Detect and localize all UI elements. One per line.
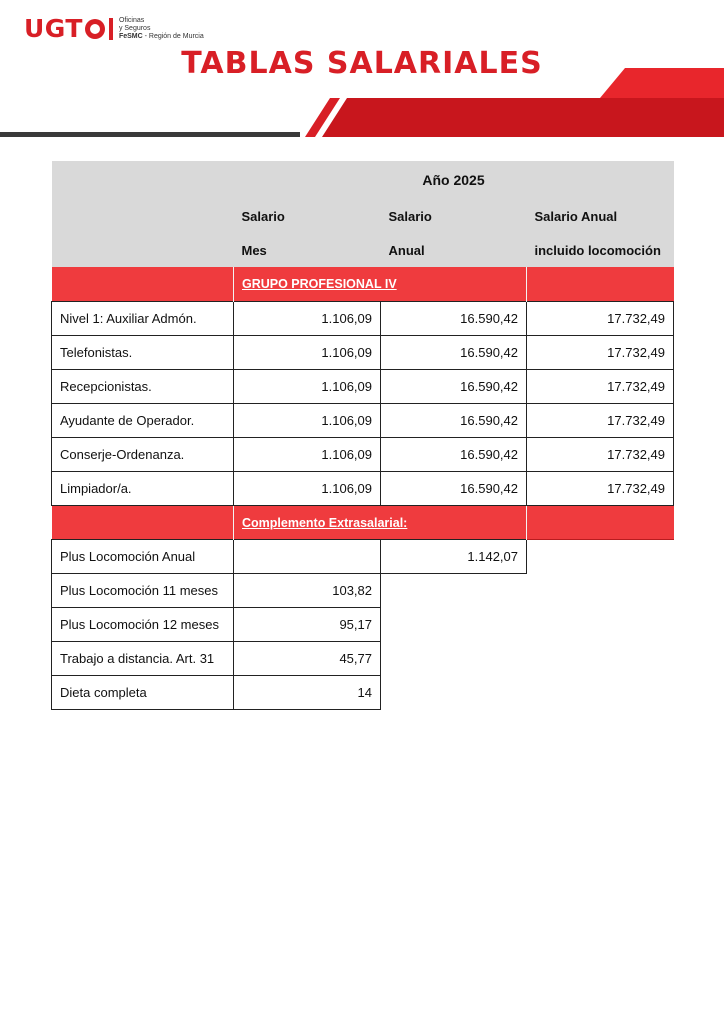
page-title: TABLAS SALARIALES (181, 46, 543, 81)
table-row (52, 539, 674, 573)
group-label (234, 267, 527, 301)
header-empty-cell (52, 199, 234, 233)
banner-red-top (600, 68, 724, 98)
header-salario-anual-loc-2: incluido locomoción (527, 233, 674, 267)
table-row (52, 675, 674, 709)
table-row (52, 573, 674, 607)
row-name: Limpiador/a. (52, 471, 234, 505)
row-salario-mes: 1.106,09 (234, 403, 381, 437)
group-band-row (52, 267, 674, 301)
row-salario-anual-loc: 17.732,49 (527, 403, 674, 437)
band-empty-cell (52, 267, 234, 301)
header-salario-anual-loc-1: Salario Anual (527, 199, 674, 233)
row-salario-anual: 16.590,42 (381, 335, 527, 369)
header-row-2 (52, 233, 674, 267)
row-salario-anual-loc: 17.732,49 (527, 301, 674, 335)
table-row (52, 369, 674, 403)
table-row (52, 607, 674, 641)
header-empty-cell (52, 161, 234, 199)
row-name: Trabajo a distancia. Art. 31 (52, 641, 234, 675)
row-name: Plus Locomoción Anual (52, 539, 234, 573)
header-salario-mes-2: Mes (234, 233, 381, 267)
logo-line-3 (119, 33, 204, 41)
row-salario-mes: 1.106,09 (234, 437, 381, 471)
empty-cell (527, 675, 674, 709)
logo-line-3-rest: - Región de Murcia (142, 32, 204, 40)
complement-band-row (52, 505, 674, 539)
logo-line-1: Oficinas (118, 16, 145, 24)
table-row (52, 301, 674, 335)
row-salario-anual: 1.142,07 (381, 539, 527, 573)
header-salario-anual-2: Anual (381, 233, 527, 267)
empty-cell (381, 607, 527, 641)
row-salario-anual-loc: 17.732,49 (527, 471, 674, 505)
row-salario-mes: 1.106,09 (234, 471, 381, 505)
group-label-text: GRUPO PROFESIONAL IV (242, 277, 397, 292)
row-name: Recepcionistas. (52, 369, 234, 403)
header-salario-mes-1: Salario (234, 199, 381, 233)
empty-cell (381, 573, 527, 607)
header-row-1 (52, 199, 674, 233)
row-salario-anual-loc: 17.732,49 (527, 369, 674, 403)
row-salario-mes: 95,17 (234, 607, 381, 641)
row-salario-mes: 1.106,09 (234, 335, 381, 369)
year-row (52, 161, 674, 199)
row-salario-anual: 16.590,42 (381, 403, 527, 437)
row-salario-anual: 16.590,42 (381, 471, 527, 505)
table-row (52, 641, 674, 675)
table-row (52, 471, 674, 505)
logo-divider (109, 18, 113, 40)
row-salario-mes: 14 (234, 675, 381, 709)
ugt-logo (24, 14, 204, 43)
band-empty-cell (52, 505, 234, 539)
header-banner (0, 68, 724, 140)
row-name: Nivel 1: Auxiliar Admón. (52, 301, 234, 335)
banner-dark-line (0, 132, 300, 137)
row-name: Dieta completa (52, 675, 234, 709)
row-salario-anual: 16.590,42 (381, 437, 527, 471)
row-name: Conserje-Ordenanza. (52, 437, 234, 471)
row-salario-mes (234, 539, 381, 573)
row-salario-anual-loc: 17.732,49 (527, 335, 674, 369)
row-name: Telefonistas. (52, 335, 234, 369)
table-row (52, 437, 674, 471)
row-salario-mes: 1.106,09 (234, 369, 381, 403)
band-empty-cell (527, 267, 674, 301)
empty-cell (527, 573, 674, 607)
row-name: Plus Locomoción 11 meses (52, 573, 234, 607)
row-salario-mes: 103,82 (234, 573, 381, 607)
salary-table (51, 161, 674, 710)
logo-line-2: y Seguros (118, 24, 151, 32)
logo-brand: UGT (24, 14, 83, 43)
empty-cell (527, 607, 674, 641)
logo-line-3-bold: FeSMC (118, 32, 143, 40)
header-empty-cell (52, 233, 234, 267)
row-name: Ayudante de Operador. (52, 403, 234, 437)
complement-label-text: Complemento Extrasalarial: (242, 515, 408, 530)
row-salario-mes: 1.106,09 (234, 301, 381, 335)
banner-red-band (322, 98, 724, 137)
row-salario-anual-loc: 17.732,49 (527, 437, 674, 471)
logo-circle-icon (85, 19, 105, 39)
row-salario-mes: 45,77 (234, 641, 381, 675)
empty-cell (527, 641, 674, 675)
band-empty-cell (527, 505, 674, 539)
table-row (52, 335, 674, 369)
row-name: Plus Locomoción 12 meses (52, 607, 234, 641)
logo-subtext (119, 17, 204, 41)
empty-cell (381, 675, 527, 709)
row-salario-anual: 16.590,42 (381, 369, 527, 403)
empty-cell (381, 641, 527, 675)
table-row (52, 403, 674, 437)
empty-cell (527, 539, 674, 573)
year-label: Año 2025 (234, 161, 674, 199)
header-salario-anual-1: Salario (381, 199, 527, 233)
row-salario-anual: 16.590,42 (381, 301, 527, 335)
complement-label (234, 505, 527, 539)
